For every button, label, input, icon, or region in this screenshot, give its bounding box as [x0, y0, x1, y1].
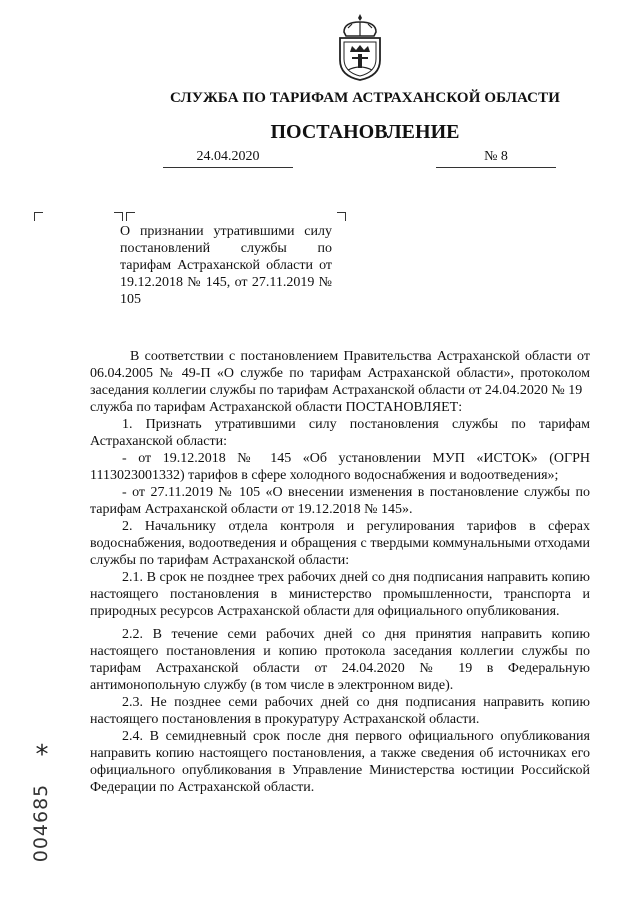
- star-mark: *: [35, 740, 49, 770]
- document-body: [90, 348, 590, 796]
- paragraph-2-4: 2.4. В семидневный срок после дня первого официального опубликования направить копию настоящего постановления, а также сведения об источниках его официального опубликования в Управление Министерства юстиции Российской Федерации по Астраханской области.: [90, 729, 590, 795]
- bracket-mark: [114, 212, 123, 221]
- stamp-number: 004685: [30, 783, 52, 863]
- bracket-mark: [126, 212, 135, 221]
- document-date: 24.04.2020: [163, 149, 293, 168]
- paragraph-2: 2. Начальнику отдела контроля и регулирования тарифов в сферах водоснабжения, водоотведения и обращения с твердыми коммунальными отходами службы по тарифам Астраханской области:: [90, 519, 590, 568]
- document-type-title: ПОСТАНОВЛЕНИЕ: [270, 121, 460, 143]
- paragraph-1: 1. Признать утратившими силу постановления службы по тарифам Астраханской области:: [90, 417, 590, 449]
- paragraph-1a: - от 19.12.2018 № 145 «Об установлении МУП «ИСТОК» (ОГРН 1113023001332) тарифов в сфере холодного водоснабжения и водоотведения»;: [90, 451, 590, 483]
- document-subject: О признании утратившими силу постановлений службы по тарифам Астраханской области от 19.12.2018 № 145, от 27.11.2019 № 105: [120, 224, 332, 307]
- bracket-mark: [34, 212, 43, 221]
- document-number: № 8: [436, 149, 556, 168]
- paragraph-2-2: 2.2. В течение семи рабочих дней со дня принятия направить копию настоящего постановления и копию протокола заседания коллегии службы по тарифам Астраханской области от 24.04.2020 № 19 в Федеральную антимонопольную службу (в том числе в электронном виде).: [90, 627, 590, 693]
- preamble-paragraph: В соответствии с постановлением Правительства Астраханской области от 06.04.2005 № 49-П «О службе по тарифам Астраханской области», протоколом заседания коллегии службы по тарифам Астраханской области от 24.04.2020 № 19: [90, 349, 590, 398]
- registration-stamp: [26, 740, 58, 880]
- organization-name: СЛУЖБА ПО ТАРИФАМ АСТРАХАНСКОЙ ОБЛАСТИ: [170, 90, 560, 106]
- paragraph-2-3: 2.3. Не позднее семи рабочих дней со дня подписания направить копию настоящего постановления в прокуратуру Астраханской области.: [90, 695, 590, 727]
- paragraph-2-1: 2.1. В срок не позднее трех рабочих дней со дня подписания направить копию настоящего постановления в министерство промышленности, транспорта и природных ресурсов Астраханской области для официального опубликования.: [90, 570, 590, 619]
- coat-of-arms-icon: [334, 12, 386, 82]
- bracket-mark: [337, 212, 346, 221]
- decree-line: служба по тарифам Астраханской области ПОСТАНОВЛЯЕТ:: [90, 400, 463, 415]
- paragraph-1b: - от 27.11.2019 № 105 «О внесении изменения в постановление службы по тарифам Астраханской области от 19.12.2018 № 145».: [90, 485, 590, 517]
